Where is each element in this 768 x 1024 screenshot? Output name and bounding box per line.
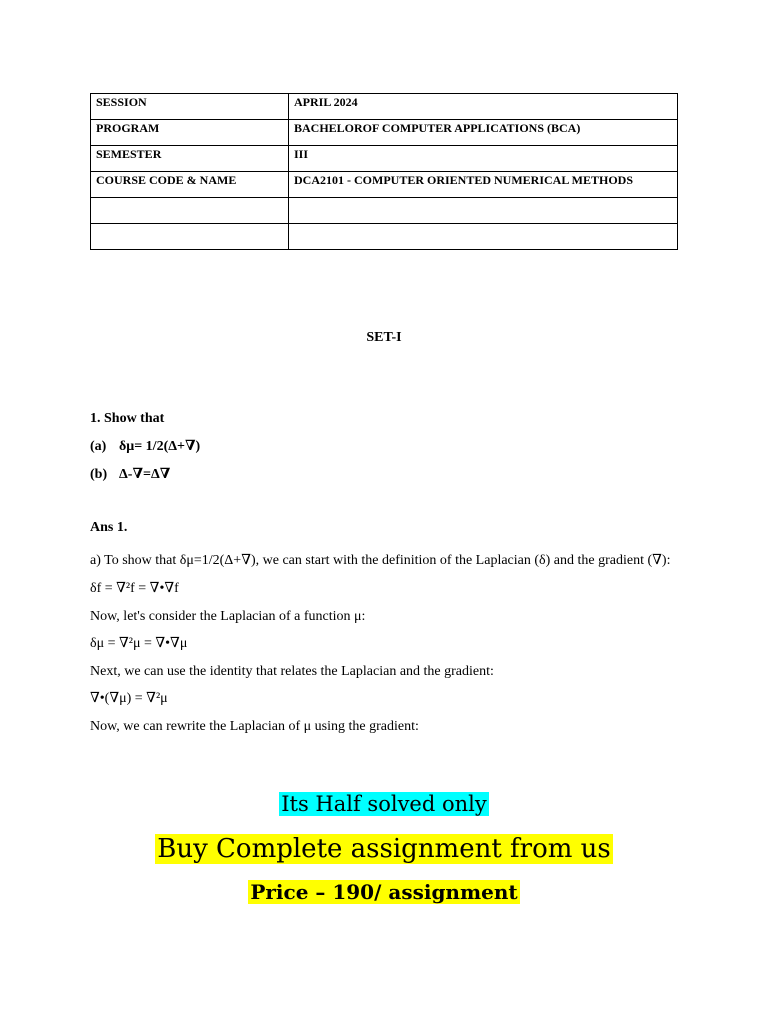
- row-label: SESSION: [91, 94, 289, 120]
- row-value: DCA2101 - COMPUTER ORIENTED NUMERICAL METHODS: [289, 172, 678, 198]
- question-part-a: [90, 438, 200, 466]
- table-row: [91, 224, 678, 250]
- answer-paragraph: a) To show that δμ=1/2(Δ+∇), we can start with the definition of the Laplacian (δ) and the gradient (∇):: [90, 553, 671, 568]
- promo-price: [0, 880, 768, 904]
- row-label: [91, 224, 289, 250]
- part-label: (a): [90, 439, 107, 454]
- part-text: Δ-∇=Δ∇: [119, 467, 171, 482]
- question-part-b: [90, 466, 200, 494]
- promo-buy: [0, 834, 768, 864]
- part-text: δμ= 1/2(Δ+∇): [119, 439, 201, 454]
- table-row: [91, 198, 678, 224]
- answer-heading: Ans 1.: [90, 520, 128, 535]
- row-value: BACHELOROF COMPUTER APPLICATIONS (BCA): [289, 120, 678, 146]
- row-value: [289, 198, 678, 224]
- promo-text: Price – 190/ assignment: [250, 880, 518, 904]
- row-label: COURSE CODE & NAME: [91, 172, 289, 198]
- table-row: [91, 172, 678, 198]
- answer-line: Now, we can rewrite the Laplacian of μ using the gradient:: [90, 718, 419, 734]
- answer-block: [90, 519, 677, 740]
- part-label: (b): [90, 467, 108, 482]
- table-row: [91, 146, 678, 172]
- row-value: III: [289, 146, 678, 172]
- question-block: [90, 410, 200, 494]
- promo-text: Buy Complete assignment from us: [157, 834, 611, 864]
- answer-line: ∇•(∇μ) = ∇²μ: [90, 691, 168, 706]
- question-title: 1. Show that: [90, 411, 165, 426]
- answer-line: δf = ∇²f = ∇•∇f: [90, 581, 179, 596]
- row-label: [91, 198, 289, 224]
- promo-half-solved: [0, 792, 768, 816]
- answer-line: Next, we can use the identity that relates the Laplacian and the gradient:: [90, 663, 494, 679]
- promo-text: Its Half solved only: [281, 792, 487, 816]
- answer-line: δμ = ∇²μ = ∇•∇μ: [90, 636, 188, 651]
- row-label: SEMESTER: [91, 146, 289, 172]
- row-value: [289, 224, 678, 250]
- row-label: PROGRAM: [91, 120, 289, 146]
- table-row: [91, 120, 678, 146]
- course-info-table: [90, 93, 678, 250]
- answer-line: Now, let's consider the Laplacian of a function μ:: [90, 608, 366, 624]
- set-title: SET-I: [366, 330, 402, 345]
- table-row: [91, 94, 678, 120]
- row-value: APRIL 2024: [289, 94, 678, 120]
